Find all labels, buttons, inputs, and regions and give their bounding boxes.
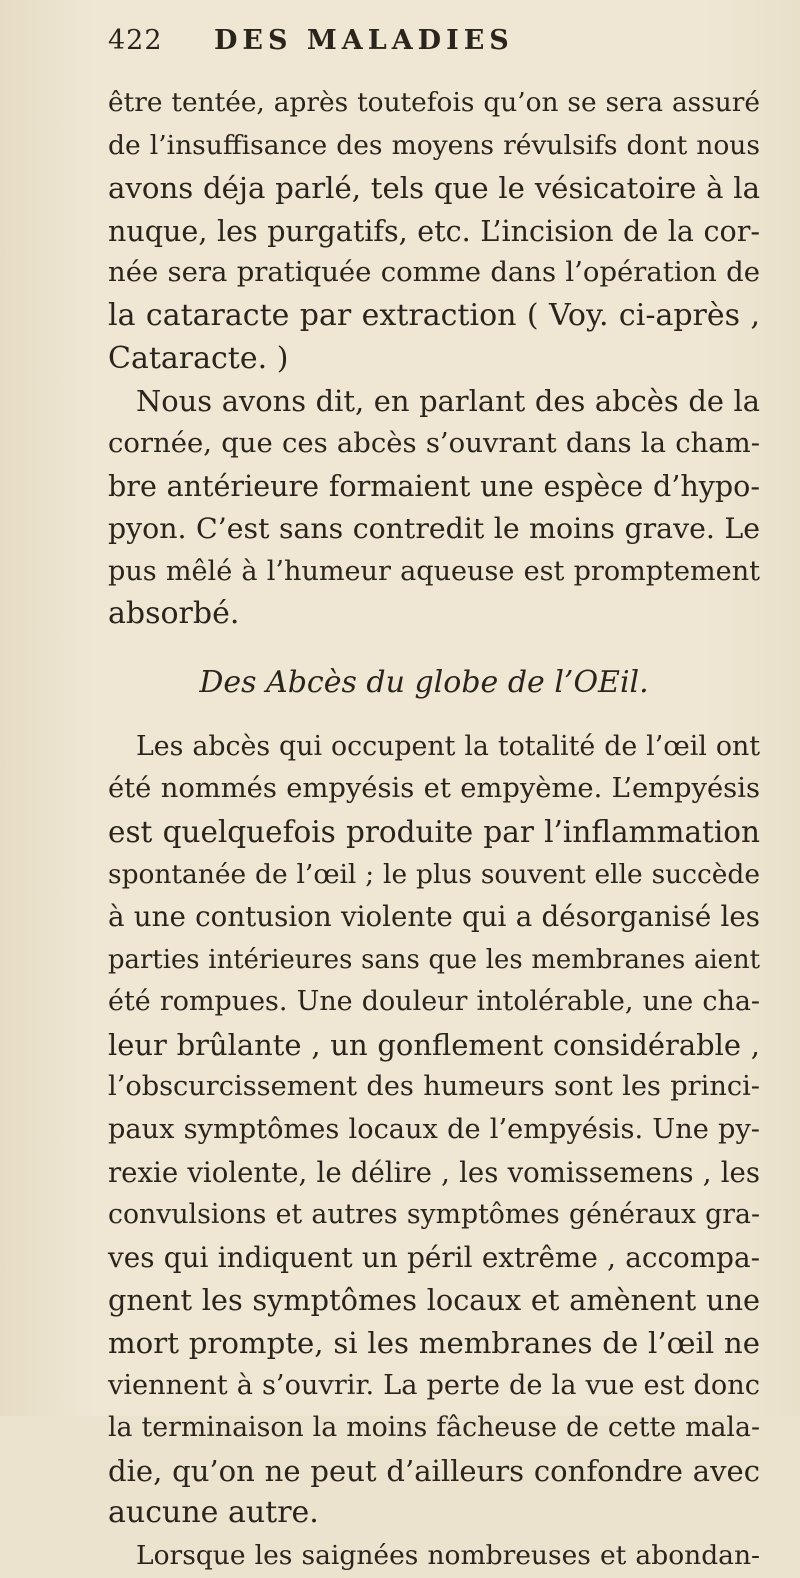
text-line: viennent à s’ouvrir. La perte de la vue est donc: [108, 1369, 760, 1401]
text-line: la cataracte par extraction ( Voy. ci-après ,: [108, 297, 760, 333]
text-line: pus mêlé à l’humeur aqueuse est promptement: [108, 555, 760, 587]
text-line: pyon. C’est sans contredit le moins grave. Le: [108, 511, 760, 545]
text-line: été rompues. Une douleur intolérable, une cha-: [108, 986, 760, 1018]
text-line: Nous avons dit, en parlant des abcès de la: [136, 384, 760, 419]
text-line: être tentée, après toutefois qu’on se sera assuré: [108, 87, 760, 118]
paragraph-3: [108, 726, 760, 1535]
text-line: Cataracte. ): [108, 340, 289, 376]
paragraph-4: [108, 1535, 760, 1578]
text-line: de l’insuffisance des moyens révulsifs dont nous: [108, 129, 760, 161]
text-line: aucune autre.: [108, 1495, 319, 1531]
text-line: gnent les symptômes locaux et amènent une: [108, 1283, 760, 1318]
text-line: convulsions et autres symptômes généraux gra-: [108, 1199, 760, 1231]
paragraph-1: [108, 82, 760, 380]
page-number: 422: [108, 25, 163, 56]
text-line: l’obscurcissement des humeurs sont les princi-: [108, 1071, 760, 1103]
text-line: Lorsque les saignées nombreuses et abondan-: [136, 1540, 760, 1571]
text-line: à une contusion violente qui a désorganisé les: [108, 900, 760, 934]
text-line: die, qu’on ne peut d’ailleurs confondre avec: [108, 1453, 760, 1488]
text-line: absorbé.: [108, 596, 240, 632]
text-line: parties intérieures sans que les membranes aient: [108, 944, 760, 975]
text-line: mort prompte, si les membranes de l’œil ne: [108, 1326, 760, 1361]
running-head-title: DES MALADIES: [214, 25, 514, 56]
text-line: Les abcès qui occupent la totalité de l’œil ont: [136, 730, 760, 762]
body-text: [108, 82, 760, 1578]
section-heading: Des Abcès du globe de l’OEil.: [199, 664, 649, 700]
text-line: rexie violente, le délire , les vomissemens , les: [108, 1156, 760, 1189]
text-line: bre antérieure formaient une espèce d’hypo-: [108, 469, 760, 504]
text-line: leur brûlante , un gonflement considérable ,: [108, 1027, 760, 1062]
text-line: la terminaison la moins fâcheuse de cette mala-: [108, 1412, 760, 1444]
text-line: nuque, les purgatifs, etc. L’incision de la cor-: [108, 213, 760, 248]
text-line: avons déja parlé, tels que le vésicatoire à la: [108, 171, 760, 206]
paragraph-2: [108, 380, 760, 636]
text-line: cornée, que ces abcès s’ouvrant dans la cham-: [108, 427, 760, 459]
text-line: ves qui indiquent un péril extrême , accompa-: [108, 1240, 760, 1274]
text-line: née sera pratiquée comme dans l’opération de: [108, 257, 760, 289]
text-line: spontanée de l’œil ; le plus souvent elle succède: [108, 858, 760, 890]
text-line: été nommés empyésis et empyème. L’empyésis: [108, 773, 760, 805]
running-head: [108, 0, 760, 82]
text-line: est quelquefois produite par l’inflammation: [108, 814, 760, 849]
text-line: paux symptômes locaux de l’empyésis. Une py-: [108, 1114, 760, 1146]
